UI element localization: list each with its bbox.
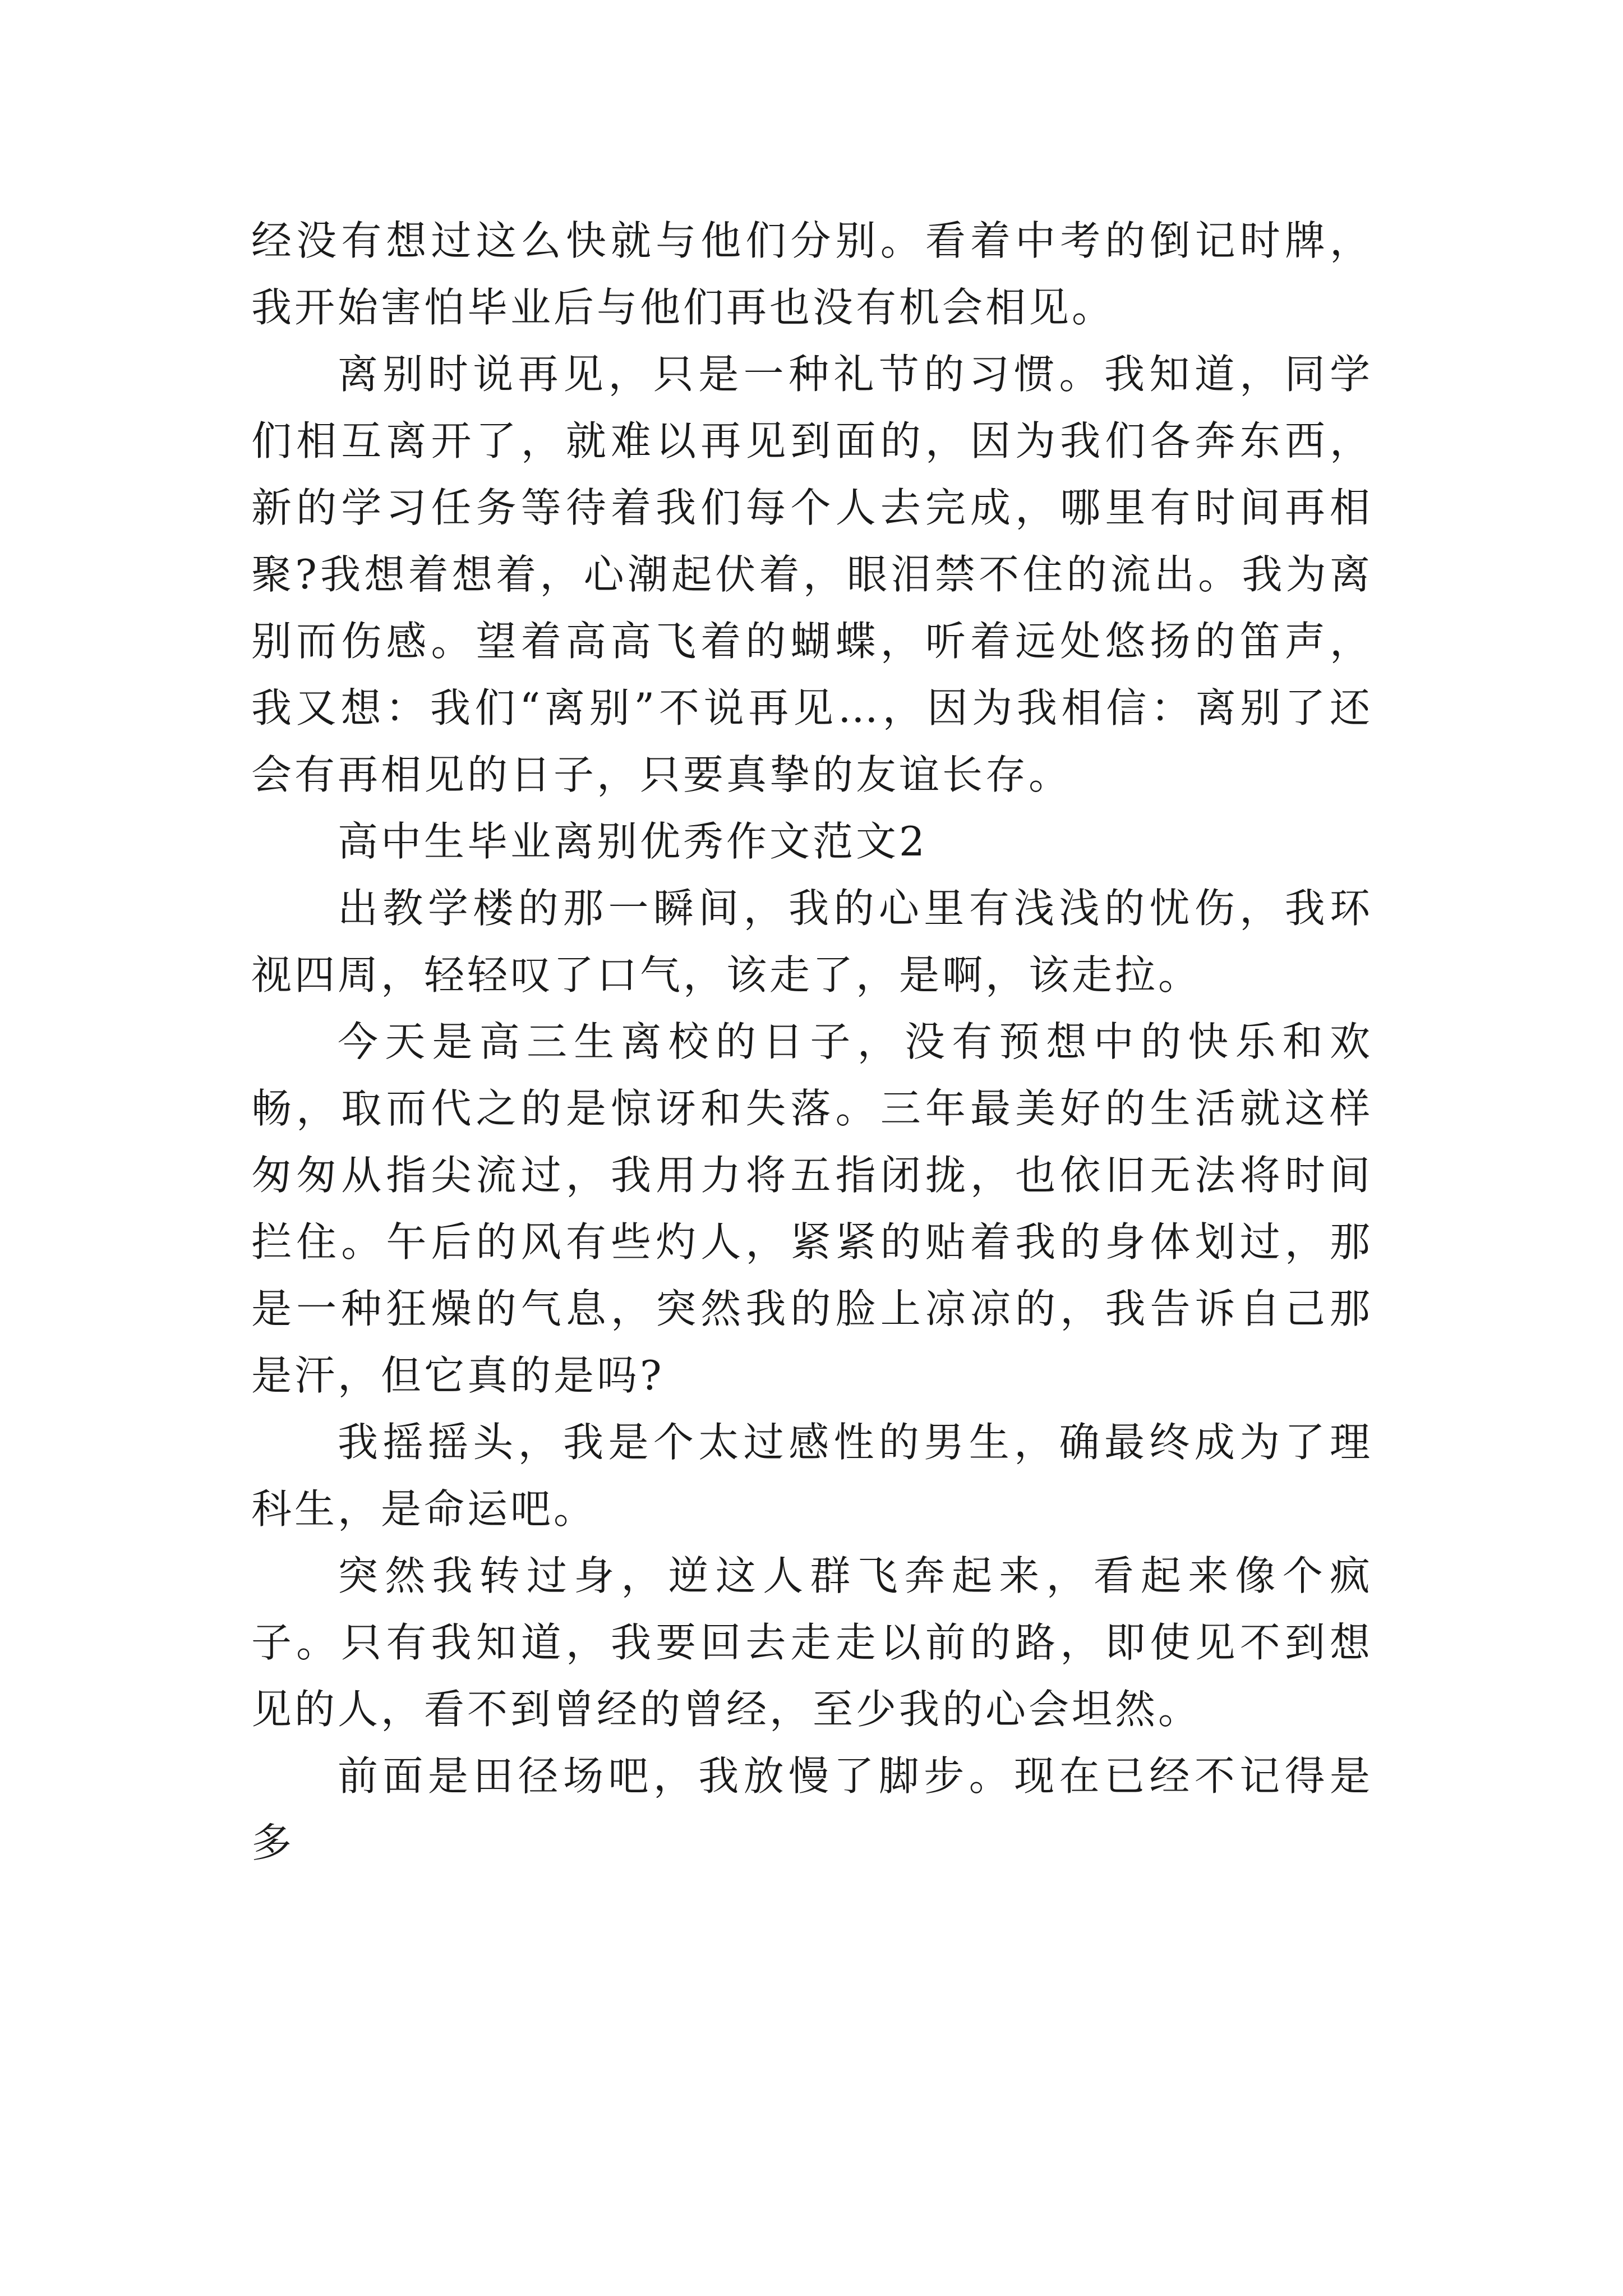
- paragraph: 突然我转过身，逆这人群飞奔起来，看起来像个疯子。只有我知道，我要回去走走以前的路，即使见不到想见的人，看不到曾经的曾经，至少我的心会坦然。: [251, 1552, 1373, 1733]
- document-body: [251, 208, 1373, 1876]
- paragraph: 出教学楼的那一瞬间，我的心里有浅浅的忧伤，我环视四周，轻轻叹了口气，该走了，是啊，该走拉。: [251, 885, 1373, 999]
- paragraph: 今天是高三生离校的日子，没有预想中的快乐和欢畅，取而代之的是惊讶和失落。三年最美好的生活就这样匆匆从指尖流过，我用力将五指闭拢，也依旧无法将时间拦住。午后的风有些灼人，紧紧的贴着我的身体划过，那是一种狂燥的气息，突然我的脸上凉凉的，我告诉自己那是汗，但它真的是吗?: [251, 1018, 1373, 1399]
- paragraph: 经没有想过这么快就与他们分别。看着中考的倒记时牌，我开始害怕毕业后与他们再也没有机会相见。: [251, 217, 1373, 331]
- section-heading: 高中生毕业离别优秀作文范文2: [338, 818, 928, 865]
- paragraph: 离别时说再见，只是一种礼节的习惯。我知道，同学们相互离开了，就难以再见到面的，因为我们各奔东西，新的学习任务等待着我们每个人去完成，哪里有时间再相聚?我想着想着，心潮起伏着，眼泪禁不住的流出。我为离别而伤感。望着高高飞着的蝴蝶，听着远处悠扬的笛声，我又想：我们“离别”不说再见…，因为我相信：离别了还会有再相见的日子，只要真挚的友谊长存。: [251, 351, 1373, 798]
- paragraph: 前面是田径场吧，我放慢了脚步。现在已经不记得是多: [251, 1752, 1373, 1866]
- paragraph: 我摇摇头，我是个太过感性的男生，确最终成为了理科生，是命运吧。: [251, 1419, 1373, 1533]
